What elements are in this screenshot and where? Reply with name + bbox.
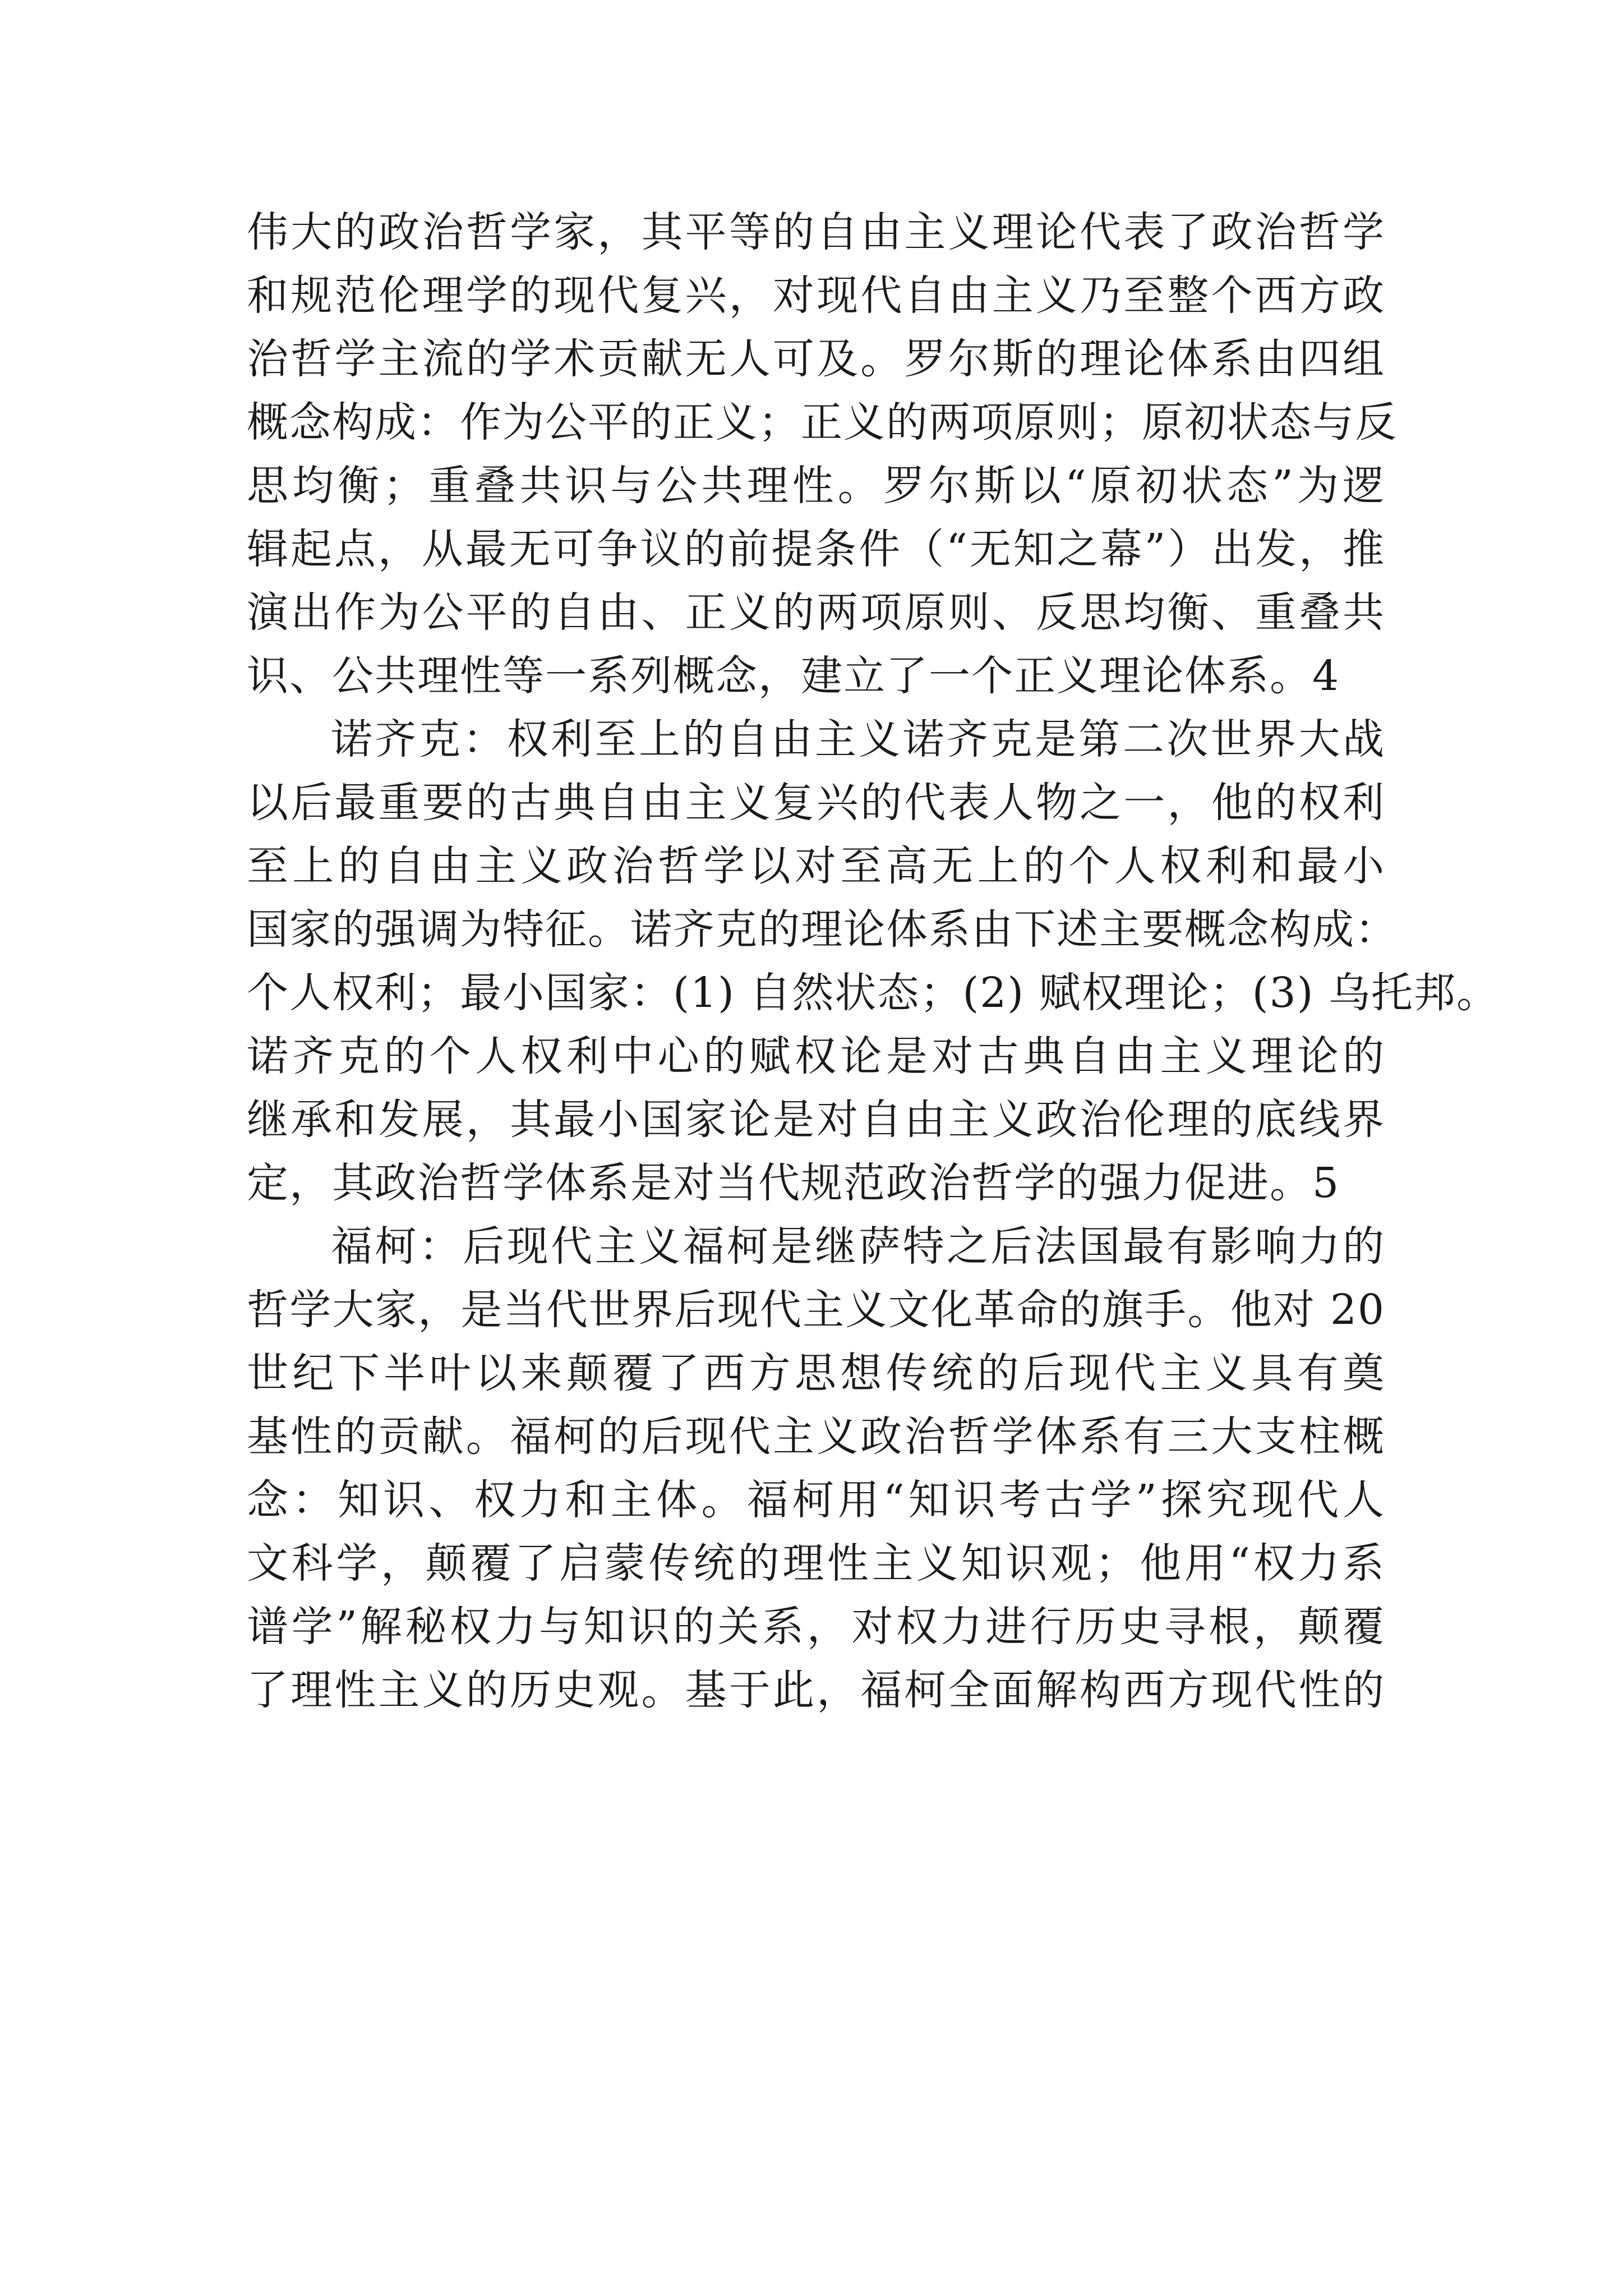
text-line: 个人权利；最小国家：(1) 自然状态；(2) 赋权理论；(3) 乌托邦。 <box>247 969 1500 1017</box>
text-line: 念：知识、权力和主体。福柯用“知识考古学”探究现代人 <box>247 1476 1385 1524</box>
text-line: 诺齐克的个人权利中心的赋权论是对古典自由主义理论的 <box>247 1032 1385 1080</box>
text-line: 文科学，颠覆了启蒙传统的理性主义知识观；他用“权力系 <box>247 1539 1385 1588</box>
text-line: 辑起点，从最无可争议的前提条件（“无知之幕”）出发，推 <box>247 525 1385 573</box>
text-line: 基性的贡献。福柯的后现代主义政治哲学体系有三大支柱概 <box>247 1412 1385 1461</box>
text-line: 定，其政治哲学体系是对当代规范政治哲学的强力促进。5 <box>247 1159 1340 1207</box>
paragraph-nozick <box>247 708 1500 1215</box>
text-line: 了理性主义的历史观。基于此，福柯全面解构西方现代性的 <box>247 1666 1385 1714</box>
text-line: 识、公共理性等一系列概念，建立了一个正义理论体系。4 <box>247 652 1340 700</box>
body-text <box>247 201 1500 1722</box>
text-line: 哲学大家，是当代世界后现代主义文化革命的旗手。他对 20 <box>247 1286 1385 1334</box>
text-line: 谱学”解秘权力与知识的关系，对权力进行历史寻根，颠覆 <box>247 1603 1385 1651</box>
text-line: 演出作为公平的自由、正义的两项原则、反思均衡、重叠共 <box>247 588 1385 637</box>
text-line: 思均衡；重叠共识与公共理性。罗尔斯以“原初状态”为逻 <box>247 462 1385 510</box>
text-line: 诺齐克：权利至上的自由主义诺齐克是第二次世界大战 <box>331 715 1385 763</box>
text-line: 概念构成：作为公平的正义；正义的两项原则；原初状态与反 <box>247 398 1398 447</box>
text-line: 伟大的政治哲学家，其平等的自由主义理论代表了政治哲学 <box>247 208 1385 256</box>
text-line: 以后最重要的古典自由主义复兴的代表人物之一，他的权利 <box>247 779 1385 827</box>
text-line: 至上的自由主义政治哲学以对至高无上的个人权利和最小 <box>247 842 1385 890</box>
text-line: 和规范伦理学的现代复兴，对现代自由主义乃至整个西方政 <box>247 272 1385 320</box>
text-line: 继承和发展，其最小国家论是对自由主义政治伦理的底线界 <box>247 1096 1385 1144</box>
text-line: 国家的强调为特征。诺齐克的理论体系由下述主要概念构成： <box>247 905 1398 954</box>
paragraph-rawls <box>247 201 1398 708</box>
text-line: 治哲学主流的学术贡献无人可及。罗尔斯的理论体系由四组 <box>247 335 1385 383</box>
paragraph-foucault <box>247 1215 1385 1722</box>
text-line: 世纪下半叶以来颠覆了西方思想传统的后现代主义具有奠 <box>247 1349 1385 1397</box>
text-line: 福柯：后现代主义福柯是继萨特之后法国最有影响力的 <box>331 1222 1385 1271</box>
